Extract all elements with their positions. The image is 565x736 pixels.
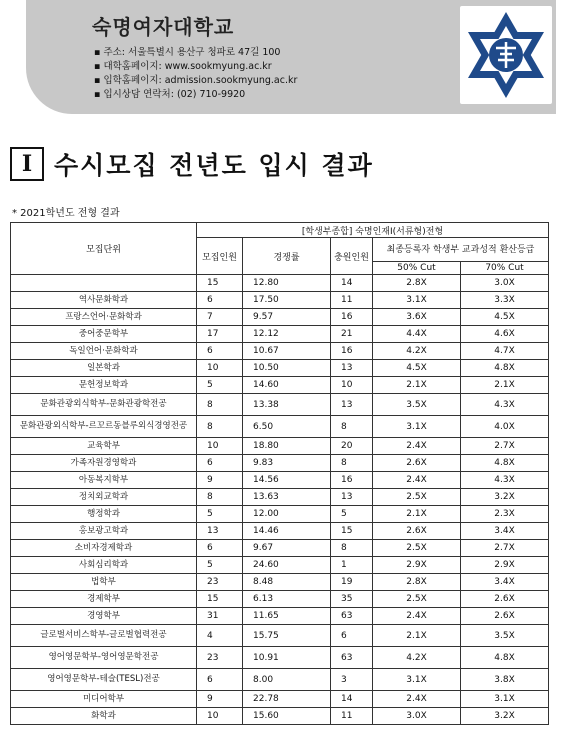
cell-rate: 24.60 — [243, 557, 331, 574]
cell-cut50: 2.9X — [373, 557, 461, 574]
cell-cut50: 3.0X — [373, 708, 461, 725]
cell-cut70: 3.4X — [461, 523, 549, 540]
cell-rate: 15.75 — [243, 625, 331, 647]
table-row — [11, 540, 549, 557]
header-cut50: 50% Cut — [373, 262, 461, 275]
table-row — [11, 523, 549, 540]
cell-rate: 14.60 — [243, 377, 331, 394]
cell-extra: 19 — [331, 574, 373, 591]
cell-unit: 글로벌서비스학부-글로벌협력전공 — [11, 625, 197, 647]
cell-rate: 8.00 — [243, 669, 331, 691]
address-line: ▪ 주소: 서울특별시 용산구 청파로 47길 100 — [94, 47, 281, 58]
cell-recruit: 6 — [197, 455, 243, 472]
cell-extra: 16 — [331, 472, 373, 489]
cell-recruit: 8 — [197, 394, 243, 416]
cell-cut70: 2.7X — [461, 438, 549, 455]
cell-extra: 16 — [331, 343, 373, 360]
cell-cut70: 3.2X — [461, 489, 549, 506]
cell-rate: 14.56 — [243, 472, 331, 489]
table-row — [11, 394, 549, 416]
cell-cut50: 4.2X — [373, 343, 461, 360]
cell-unit: 일본학과 — [11, 360, 197, 377]
cell-rate: 10.50 — [243, 360, 331, 377]
cell-extra: 10 — [331, 377, 373, 394]
table-row — [11, 326, 549, 343]
cell-recruit: 31 — [197, 608, 243, 625]
cell-cut50: 2.1X — [373, 377, 461, 394]
cell-cut70: 4.6X — [461, 326, 549, 343]
table-row — [11, 438, 549, 455]
section-title-block — [10, 145, 374, 183]
cell-rate: 12.00 — [243, 506, 331, 523]
cell-cut70: 2.7X — [461, 540, 549, 557]
cell-recruit: 17 — [197, 326, 243, 343]
cell-extra: 11 — [331, 708, 373, 725]
header-rate: 경쟁률 — [243, 238, 331, 275]
cell-extra: 11 — [331, 292, 373, 309]
cell-recruit: 5 — [197, 506, 243, 523]
cell-rate: 8.48 — [243, 574, 331, 591]
cell-cut50: 2.8X — [373, 574, 461, 591]
cell-cut50: 2.5X — [373, 489, 461, 506]
cell-unit: 미디어학부 — [11, 691, 197, 708]
cell-extra: 8 — [331, 455, 373, 472]
cell-unit: 경제학부 — [11, 591, 197, 608]
cell-rate: 14.46 — [243, 523, 331, 540]
cell-cut50: 3.1X — [373, 416, 461, 438]
cell-cut70: 4.3X — [461, 394, 549, 416]
cell-cut70: 4.8X — [461, 455, 549, 472]
cell-extra: 13 — [331, 394, 373, 416]
cell-extra: 63 — [331, 608, 373, 625]
cell-extra: 63 — [331, 647, 373, 669]
cell-recruit: 10 — [197, 360, 243, 377]
cell-cut70: 2.9X — [461, 557, 549, 574]
table-row — [11, 647, 549, 669]
cell-unit: 법학부 — [11, 574, 197, 591]
cell-extra: 14 — [331, 691, 373, 708]
table-row — [11, 591, 549, 608]
table-row — [11, 489, 549, 506]
cell-recruit: 5 — [197, 557, 243, 574]
cell-recruit: 13 — [197, 523, 243, 540]
cell-unit: 역사문화학과 — [11, 292, 197, 309]
contact-info — [94, 46, 297, 102]
section-number: I — [10, 147, 44, 181]
cell-cut50: 2.6X — [373, 523, 461, 540]
university-logo — [460, 6, 552, 104]
cell-unit: 영어영문학부-테슬(TESL)전공 — [11, 669, 197, 691]
cell-rate: 6.13 — [243, 591, 331, 608]
cell-rate: 9.67 — [243, 540, 331, 557]
cell-recruit: 10 — [197, 438, 243, 455]
cell-recruit: 8 — [197, 416, 243, 438]
section-title: 수시모집 전년도 입시 결과 — [54, 151, 374, 180]
cell-cut70: 4.7X — [461, 343, 549, 360]
cell-recruit: 15 — [197, 275, 243, 292]
cell-recruit: 6 — [197, 540, 243, 557]
cell-cut50: 2.1X — [373, 506, 461, 523]
cell-unit: 가족자원경영학과 — [11, 455, 197, 472]
cell-unit: 정치외교학과 — [11, 489, 197, 506]
homepage-link[interactable]: ▪ 대학홈페이지: www.sookmyung.ac.kr — [94, 61, 272, 72]
cell-cut50: 2.8X — [373, 275, 461, 292]
cell-rate: 17.50 — [243, 292, 331, 309]
table-row — [11, 343, 549, 360]
cell-extra: 13 — [331, 489, 373, 506]
cell-unit: 독일언어·문화학과 — [11, 343, 197, 360]
cell-unit: 경영학부 — [11, 608, 197, 625]
cell-extra: 16 — [331, 309, 373, 326]
table-row — [11, 708, 549, 725]
cell-recruit: 10 — [197, 708, 243, 725]
cell-recruit: 6 — [197, 343, 243, 360]
cell-cut70: 4.8X — [461, 360, 549, 377]
cell-cut70: 2.6X — [461, 591, 549, 608]
cell-extra: 8 — [331, 540, 373, 557]
cell-cut70: 2.1X — [461, 377, 549, 394]
cell-cut70: 4.0X — [461, 416, 549, 438]
cell-rate: 9.83 — [243, 455, 331, 472]
cell-extra: 5 — [331, 506, 373, 523]
cell-extra: 20 — [331, 438, 373, 455]
cell-cut50: 3.6X — [373, 309, 461, 326]
cell-cut50: 4.5X — [373, 360, 461, 377]
table-row — [11, 625, 549, 647]
cell-cut70: 3.0X — [461, 275, 549, 292]
header-unit: 모집단위 — [11, 223, 197, 275]
cell-cut70: 3.8X — [461, 669, 549, 691]
cell-recruit: 6 — [197, 669, 243, 691]
cell-recruit: 15 — [197, 591, 243, 608]
cell-cut70: 3.1X — [461, 691, 549, 708]
cell-cut50: 2.5X — [373, 540, 461, 557]
cell-cut50: 3.5X — [373, 394, 461, 416]
cell-cut50: 2.4X — [373, 691, 461, 708]
cell-unit: 소비자경제학과 — [11, 540, 197, 557]
cell-cut70: 4.8X — [461, 647, 549, 669]
cell-unit: 행정학과 — [11, 506, 197, 523]
cell-rate: 13.38 — [243, 394, 331, 416]
cell-cut50: 4.4X — [373, 326, 461, 343]
table-row — [11, 472, 549, 489]
cell-unit: 문화관광외식학부-문화관광학전공 — [11, 394, 197, 416]
cell-unit: 홍보광고학과 — [11, 523, 197, 540]
cell-extra: 14 — [331, 275, 373, 292]
section-subtitle: * 2021학년도 전형 결과 — [12, 208, 120, 219]
cell-recruit: 5 — [197, 377, 243, 394]
header-recruit: 모집인원 — [197, 238, 243, 275]
cell-extra: 8 — [331, 416, 373, 438]
cell-recruit: 9 — [197, 472, 243, 489]
cell-unit — [11, 275, 197, 292]
cell-extra: 35 — [331, 591, 373, 608]
star-emblem-icon — [460, 6, 552, 104]
cell-rate: 12.80 — [243, 275, 331, 292]
cell-recruit: 23 — [197, 647, 243, 669]
admission-results-table — [10, 222, 549, 725]
cell-cut70: 2.3X — [461, 506, 549, 523]
admission-homepage-link[interactable]: ▪ 입학홈페이지: admission.sookmyung.ac.kr — [94, 75, 298, 86]
cell-unit: 프랑스언어·문화학과 — [11, 309, 197, 326]
cell-cut50: 4.2X — [373, 647, 461, 669]
cell-unit: 사회심리학과 — [11, 557, 197, 574]
header-grade-group: 최종등록자 학생부 교과성적 환산등급 — [373, 238, 549, 262]
cell-extra: 21 — [331, 326, 373, 343]
phone-line: ▪ 입시상담 연락처: (02) 710-9920 — [94, 89, 246, 100]
cell-rate: 9.57 — [243, 309, 331, 326]
cell-recruit: 7 — [197, 309, 243, 326]
cell-rate: 10.67 — [243, 343, 331, 360]
cell-cut70: 3.4X — [461, 574, 549, 591]
table-row — [11, 557, 549, 574]
cell-rate: 18.80 — [243, 438, 331, 455]
cell-extra: 6 — [331, 625, 373, 647]
cell-unit: 중어중문학부 — [11, 326, 197, 343]
cell-cut50: 2.4X — [373, 472, 461, 489]
table-row — [11, 275, 549, 292]
table-row — [11, 506, 549, 523]
table-row — [11, 377, 549, 394]
cell-rate: 11.65 — [243, 608, 331, 625]
cell-cut50: 2.6X — [373, 455, 461, 472]
table-row — [11, 669, 549, 691]
cell-recruit: 4 — [197, 625, 243, 647]
cell-cut70: 3.2X — [461, 708, 549, 725]
cell-cut70: 3.3X — [461, 292, 549, 309]
table-row — [11, 292, 549, 309]
table-row — [11, 608, 549, 625]
cell-recruit: 9 — [197, 691, 243, 708]
table-row — [11, 574, 549, 591]
cell-unit: 아동복지학부 — [11, 472, 197, 489]
cell-unit: 영어영문학부-영어영문학전공 — [11, 647, 197, 669]
table-row — [11, 455, 549, 472]
table-row — [11, 691, 549, 708]
cell-recruit: 23 — [197, 574, 243, 591]
cell-rate: 22.78 — [243, 691, 331, 708]
cell-cut70: 4.5X — [461, 309, 549, 326]
cell-rate: 15.60 — [243, 708, 331, 725]
cell-rate: 13.63 — [243, 489, 331, 506]
header-extra: 충원인원 — [331, 238, 373, 275]
cell-recruit: 6 — [197, 292, 243, 309]
cell-cut50: 2.5X — [373, 591, 461, 608]
cell-extra: 15 — [331, 523, 373, 540]
cell-rate: 12.12 — [243, 326, 331, 343]
cell-cut50: 3.1X — [373, 292, 461, 309]
header-track: [학생부종합] 숙명인재Ⅰ(서류형)전형 — [197, 223, 549, 238]
cell-cut70: 2.6X — [461, 608, 549, 625]
cell-cut50: 2.4X — [373, 438, 461, 455]
cell-extra: 13 — [331, 360, 373, 377]
cell-cut70: 4.3X — [461, 472, 549, 489]
cell-unit: 문화관광외식학부-르꼬르동블루외식경영전공 — [11, 416, 197, 438]
cell-unit: 화학과 — [11, 708, 197, 725]
table-row — [11, 416, 549, 438]
cell-rate: 10.91 — [243, 647, 331, 669]
cell-cut50: 2.4X — [373, 608, 461, 625]
cell-unit: 교육학부 — [11, 438, 197, 455]
cell-cut50: 2.1X — [373, 625, 461, 647]
cell-cut70: 3.5X — [461, 625, 549, 647]
cell-extra: 1 — [331, 557, 373, 574]
university-name: 숙명여자대학교 — [92, 15, 235, 39]
cell-recruit: 8 — [197, 489, 243, 506]
header-cut70: 70% Cut — [461, 262, 549, 275]
cell-cut50: 3.1X — [373, 669, 461, 691]
cell-unit: 문헌정보학과 — [11, 377, 197, 394]
table-row — [11, 309, 549, 326]
cell-extra: 3 — [331, 669, 373, 691]
table-row — [11, 360, 549, 377]
cell-rate: 6.50 — [243, 416, 331, 438]
